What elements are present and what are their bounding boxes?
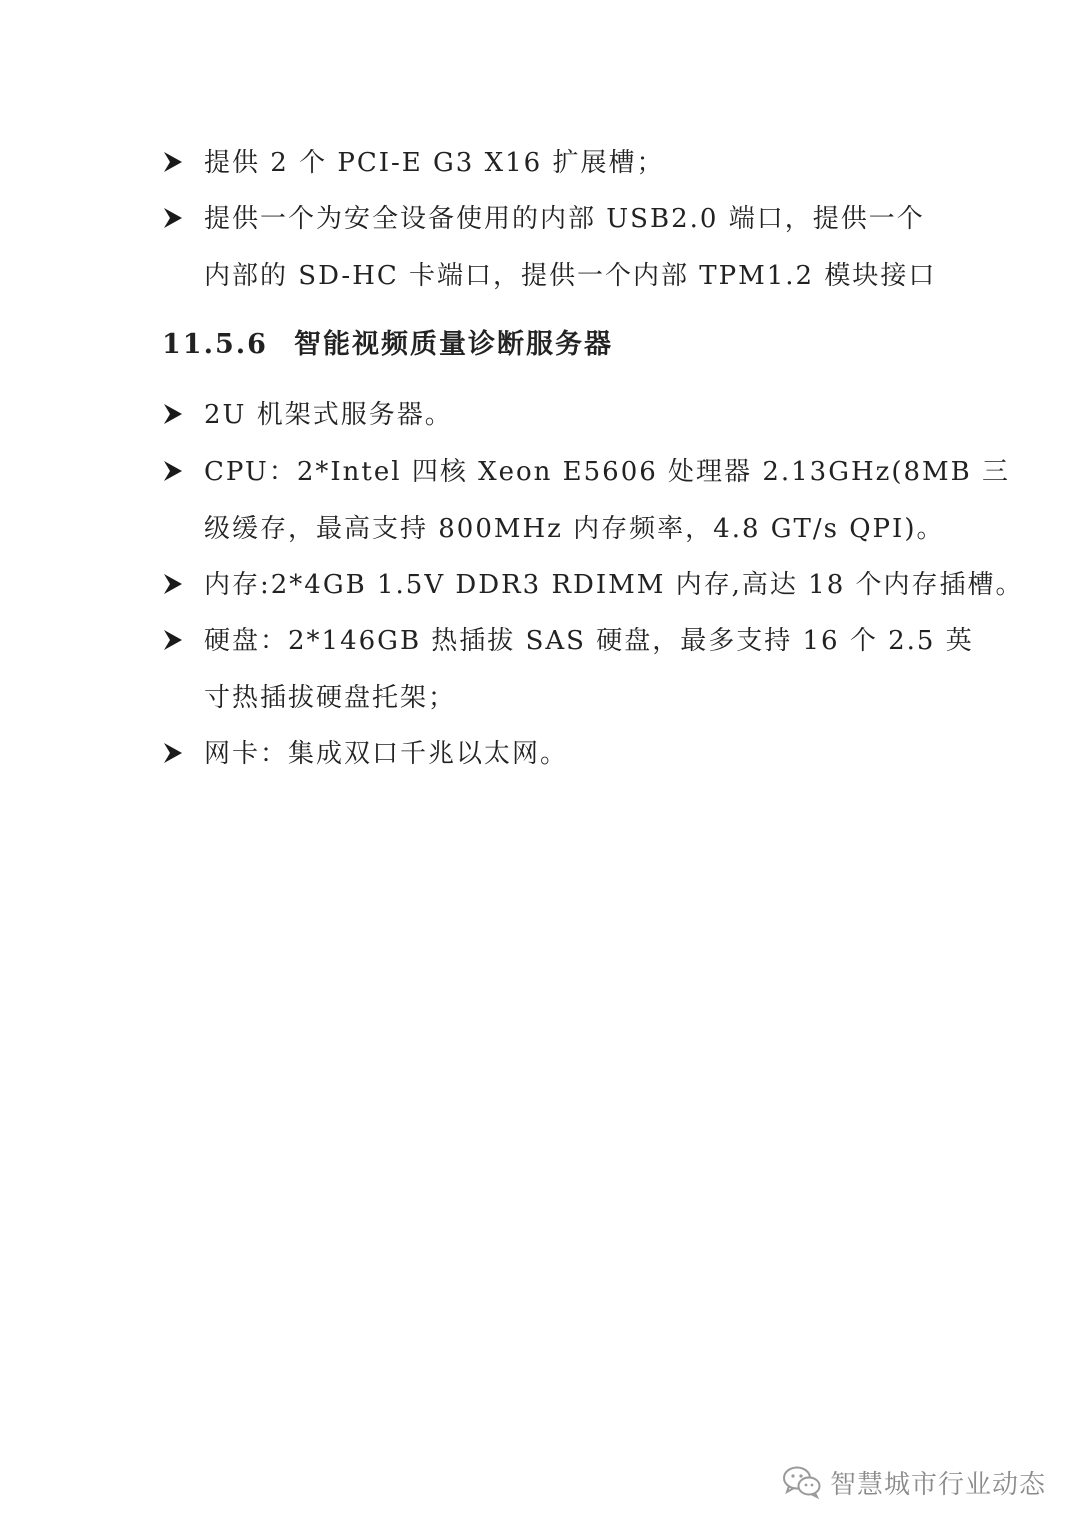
arrow-bullet-icon <box>162 400 184 428</box>
list-item-text: 寸热插拔硬盘托架； <box>204 683 457 713</box>
arrow-bullet-icon <box>162 204 184 232</box>
arrow-bullet-icon <box>162 457 184 485</box>
arrow-bullet-icon <box>162 570 184 598</box>
wechat-icon <box>782 1465 822 1499</box>
watermark <box>782 1462 1046 1502</box>
list-item-text: 提供一个为安全设备使用的内部 USB2.0 端口，提供一个 <box>204 204 925 234</box>
list-item-text: 提供 2 个 PCI-E G3 X16 扩展槽； <box>204 148 665 178</box>
arrow-bullet-icon <box>162 626 184 654</box>
arrow-bullet-icon <box>162 739 184 767</box>
list-item-text: 硬盘：2*146GB 热插拔 SAS 硬盘，最多支持 16 个 2.5 英 <box>204 626 974 656</box>
section-number: 11.5.6 <box>162 329 268 360</box>
list-item-text: CPU：2*Intel 四核 Xeon E5606 处理器 2.13GHz(8MB 三 <box>204 457 1011 487</box>
watermark-text: 智慧城市行业动态 <box>829 1469 1046 1500</box>
arrow-bullet-icon <box>162 148 184 176</box>
list-item-text: 级缓存，最高支持 800MHz 内存频率，4.8 GT/s QPI)。 <box>204 514 945 544</box>
section-title: 智能视频质量诊断服务器 <box>293 329 613 360</box>
section-heading <box>162 328 613 362</box>
list-item-text: 2U 机架式服务器。 <box>204 400 453 430</box>
list-item-text: 内部的 SD-HC 卡端口，提供一个内部 TPM1.2 模块接口 <box>204 261 937 291</box>
list-item-text: 内存:2*4GB 1.5V DDR3 RDIMM 内存,高达 18 个内存插槽。 <box>204 570 1024 600</box>
list-item-text: 网卡：集成双口千兆以太网。 <box>204 739 569 769</box>
